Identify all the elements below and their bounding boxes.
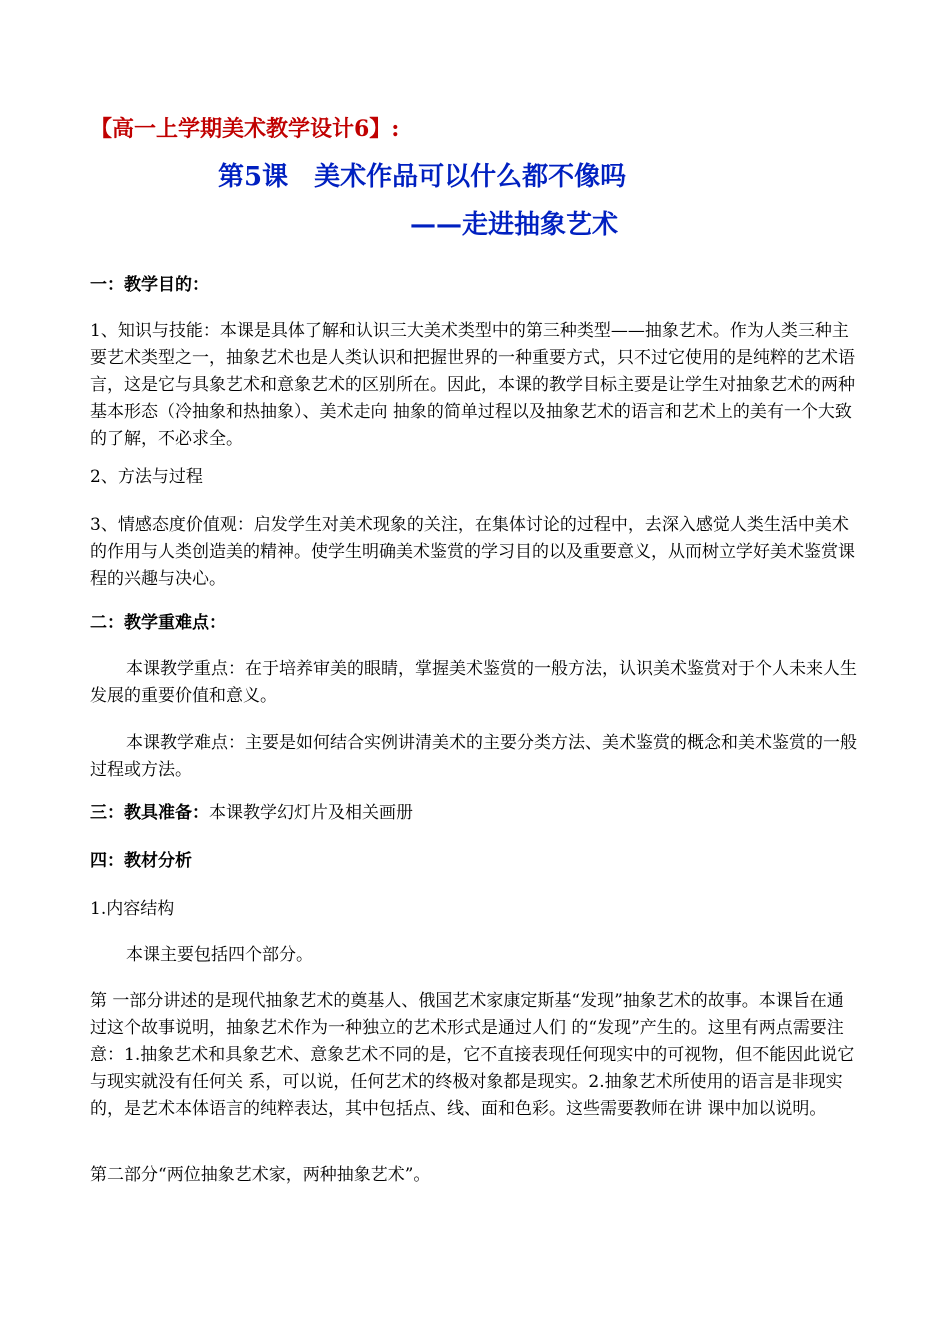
section1-heading: 一：教学目的： bbox=[90, 275, 209, 295]
section4-heading: 四：教材分析 bbox=[90, 851, 192, 871]
section2-heading: 二：教学重难点： bbox=[90, 613, 226, 633]
section4-paragraph-4: 第二部分“两位抽象艺术家，两种抽象艺术”。 bbox=[90, 1165, 431, 1185]
section1-paragraph-2: 2、方法与过程 bbox=[90, 467, 203, 487]
lesson-subtitle: ——走进抽象艺术 bbox=[410, 210, 619, 240]
section1-paragraph-3: 3、情感态度价值观：启发学生对美术现象的关注，在集体讨论的过程中，去深入感觉人类生活中美术的作用与人类创造美的精神。使学生明确美术鉴赏的学习目的以及重要意义，从而树立学好美术鉴赏课程的兴趣与决心。 bbox=[90, 515, 855, 589]
section4-paragraph-1: 1.内容结构 bbox=[90, 899, 175, 919]
section3-text: 本课教学幻灯片及相关画册 bbox=[209, 803, 413, 823]
section1-paragraph-1: 1、知识与技能：本课是具体了解和认识三大美术类型中的第三种类型——抽象艺术。作为人类三种主要艺术类型之一，抽象艺术也是人类认识和把握世界的一种重要方式，只不过它使用的是纯粹的艺术语言，这是它与具象艺术和意象艺术的区别所在。因此，本课的教学目标主要是让学生对抽象艺术的两种基本形态（冷抽象和热抽象）、美术走向 抽象的简单过程以及抽象艺术的语言和艺术上的美有一个大致的了解，不必求全。 bbox=[90, 321, 855, 449]
section3-line bbox=[90, 800, 860, 827]
document-header: 【高一上学期美术教学设计6】: bbox=[90, 116, 400, 142]
section3-heading: 三：教具准备： bbox=[90, 803, 209, 823]
section4-paragraph-3: 第 一部分讲述的是现代抽象艺术的奠基人、俄国艺术家康定斯基“发现”抽象艺术的故事。本课旨在通过这个故事说明，抽象艺术作为一种独立的艺术形式是通过人们 的“发现”产生的。这里有两点需要注意：1.抽象艺术和具象艺术、意象艺术不同的是，它不直接表现任何现实中的可视物，但不能因此说它与现实就没有任何关 系，可以说，任何艺术的终极对象都是现实。2.抽象艺术所使用的语言是非现实的，是艺术本体语言的纯粹表达，其中包括点、线、面和色彩。这些需要教师在讲 课中加以说明。 bbox=[90, 991, 855, 1119]
section2-paragraph-2: 本课教学难点：主要是如何结合实例讲清美术的主要分类方法、美术鉴赏的概念和美术鉴赏的一般过程或方法。 bbox=[90, 733, 857, 780]
lesson-title: 第5课 美术作品可以什么都不像吗 bbox=[218, 162, 627, 192]
section4-paragraph-2: 本课主要包括四个部分。 bbox=[126, 945, 313, 965]
section2-paragraph-1: 本课教学重点：在于培养审美的眼睛，掌握美术鉴赏的一般方法，认识美术鉴赏对于个人未来人生发展的重要价值和意义。 bbox=[90, 659, 857, 706]
